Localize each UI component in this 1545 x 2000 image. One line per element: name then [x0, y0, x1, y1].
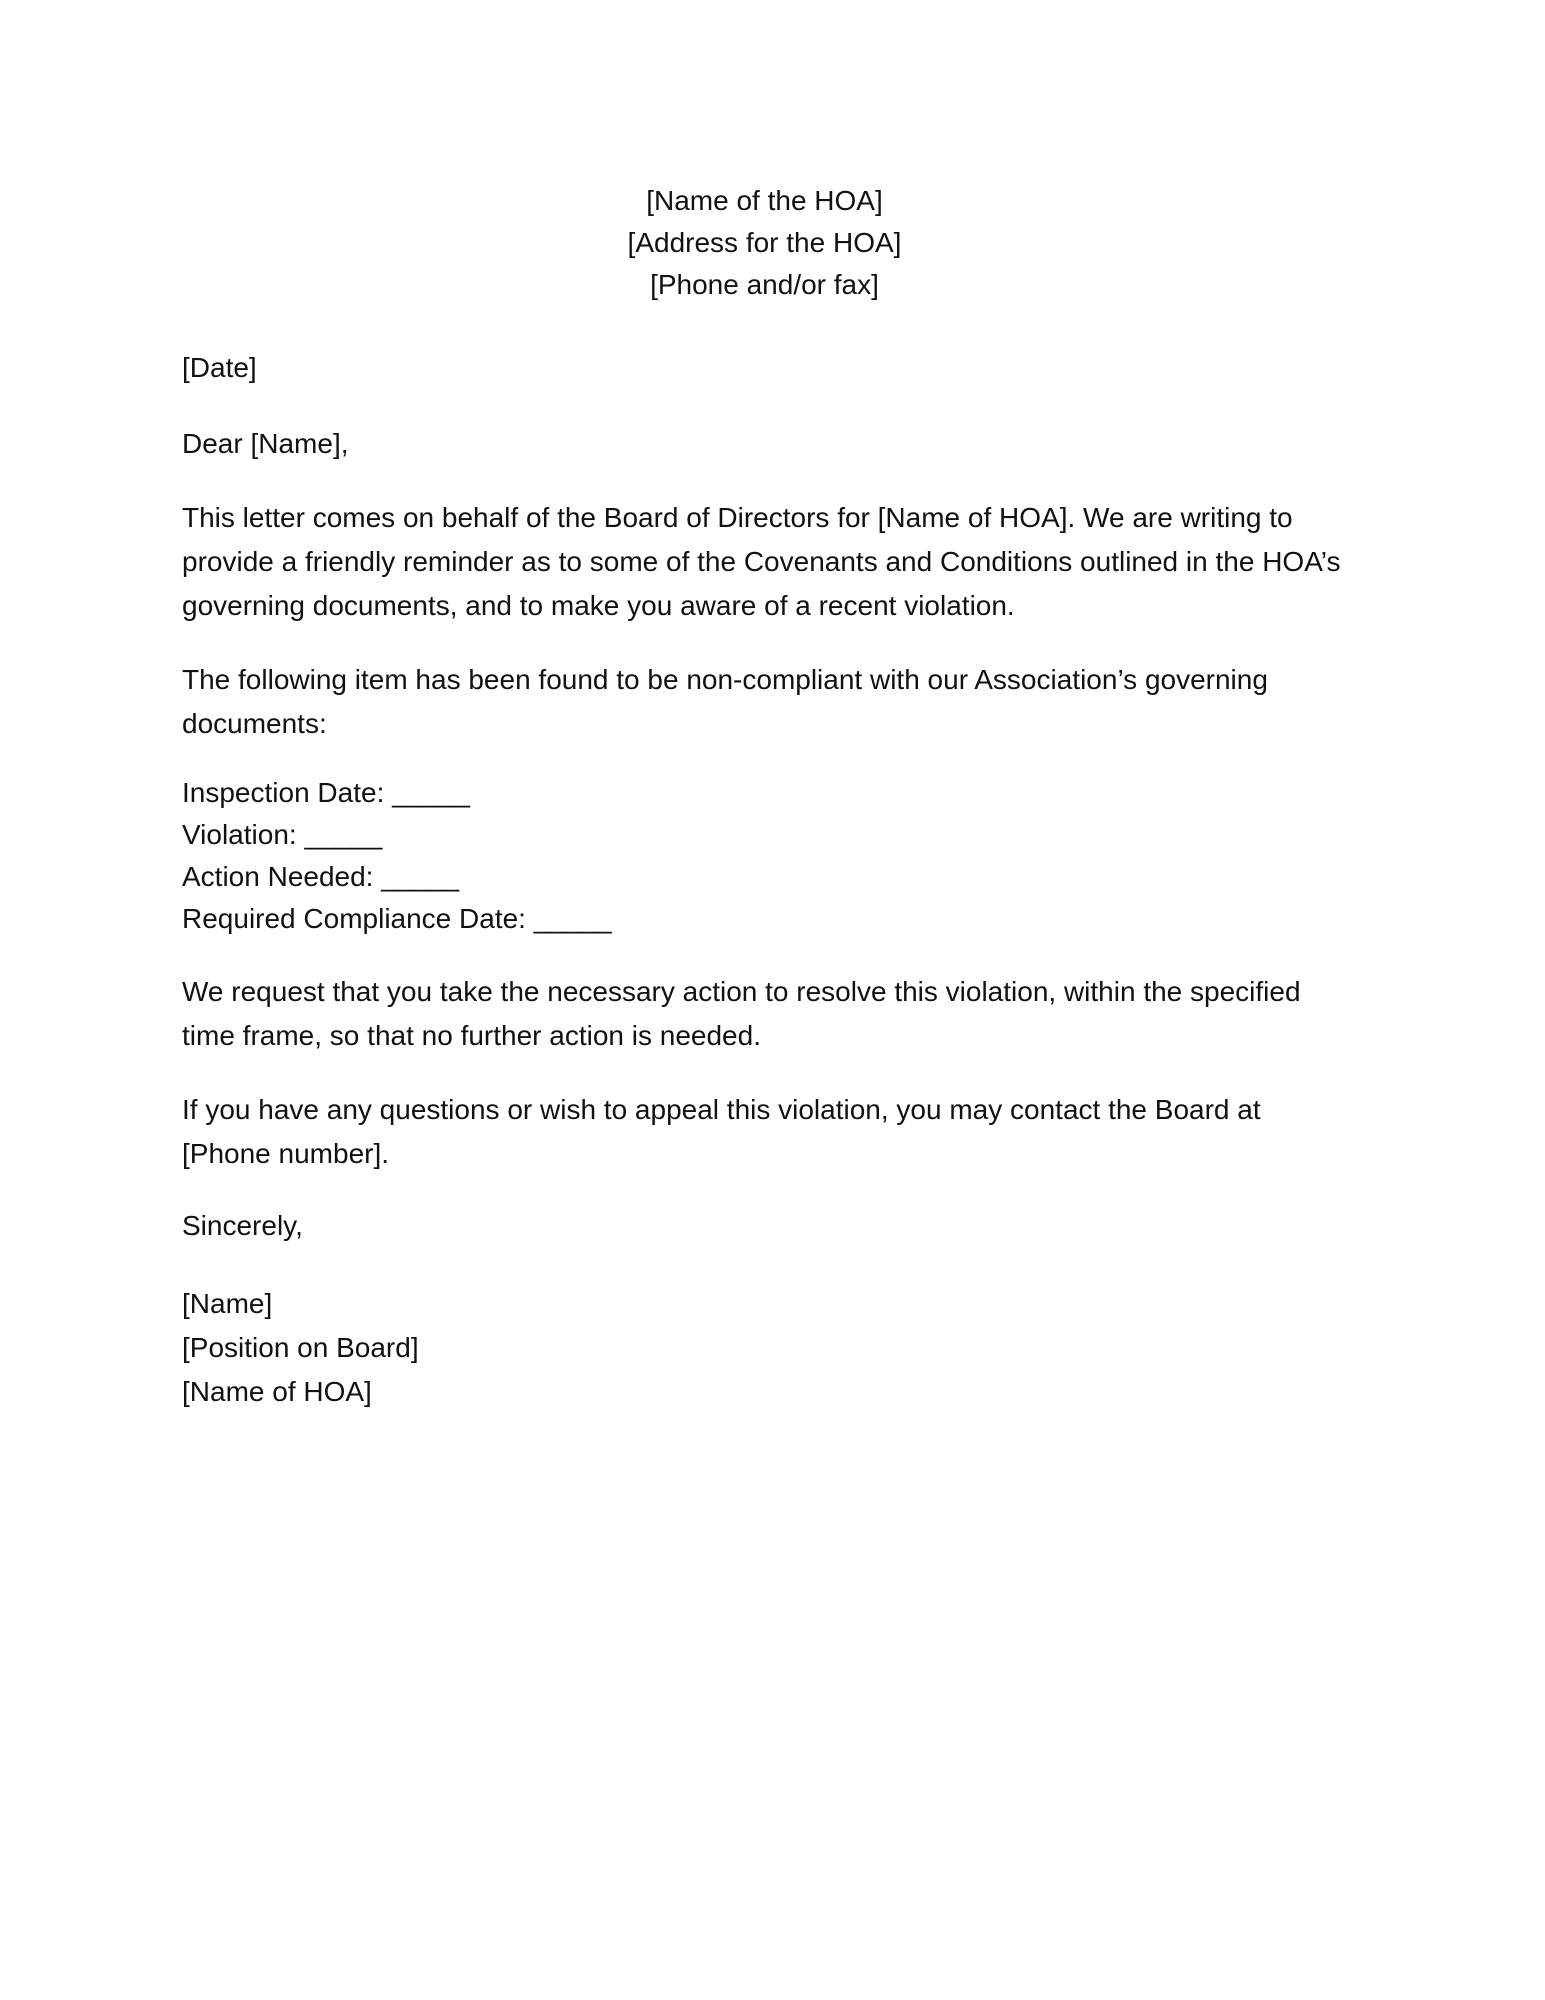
signer-hoa: [Name of HOA] — [182, 1376, 372, 1407]
action-needed-row — [182, 856, 1362, 898]
inspection-date-blank: _____ — [392, 777, 470, 808]
hoa-name: [Name of the HOA] — [646, 185, 883, 216]
letter-greeting: Dear [Name], — [182, 428, 349, 459]
finding-paragraph: The following item has been found to be non-compliant with our Association’s governing documents: — [182, 664, 1268, 739]
signature-block — [182, 1282, 1362, 1414]
signer-position: [Position on Board] — [182, 1332, 419, 1363]
closing-salutation: Sincerely, — [182, 1210, 303, 1241]
violation-row — [182, 814, 1362, 856]
inspection-date-label: Inspection Date: — [182, 777, 385, 808]
compliance-list — [182, 772, 1362, 940]
required-compliance-date-label: Required Compliance Date: — [182, 903, 526, 934]
contact-paragraph: If you have any questions or wish to appeal this violation, you may contact the Board at [Phone number]. — [182, 1094, 1261, 1169]
inspection-date-row — [182, 772, 1362, 814]
hoa-phone: [Phone and/or fax] — [650, 269, 879, 300]
letter-date: [Date] — [182, 352, 257, 383]
signer-name: [Name] — [182, 1288, 273, 1319]
required-compliance-date-row — [182, 898, 1362, 940]
violation-label: Violation: — [182, 819, 297, 850]
action-needed-label: Action Needed: — [182, 861, 374, 892]
letterhead — [182, 180, 1347, 306]
action-needed-blank: _____ — [381, 861, 460, 892]
request-paragraph: We request that you take the necessary action to resolve this violation, within the specified time frame, so that no further action is needed. — [182, 976, 1301, 1051]
intro-paragraph: This letter comes on behalf of the Board of Directors for [Name of HOA]. We are writing to provide a friendly reminder as to some of the Covenants and Conditions outlined in the HOA’s governing documents, and to make you aware of a recent violation. — [182, 502, 1341, 621]
required-compliance-date-blank: _____ — [533, 903, 612, 934]
letter-body — [182, 180, 1362, 1414]
violation-blank: _____ — [304, 819, 383, 850]
hoa-address: [Address for the HOA] — [627, 227, 902, 258]
